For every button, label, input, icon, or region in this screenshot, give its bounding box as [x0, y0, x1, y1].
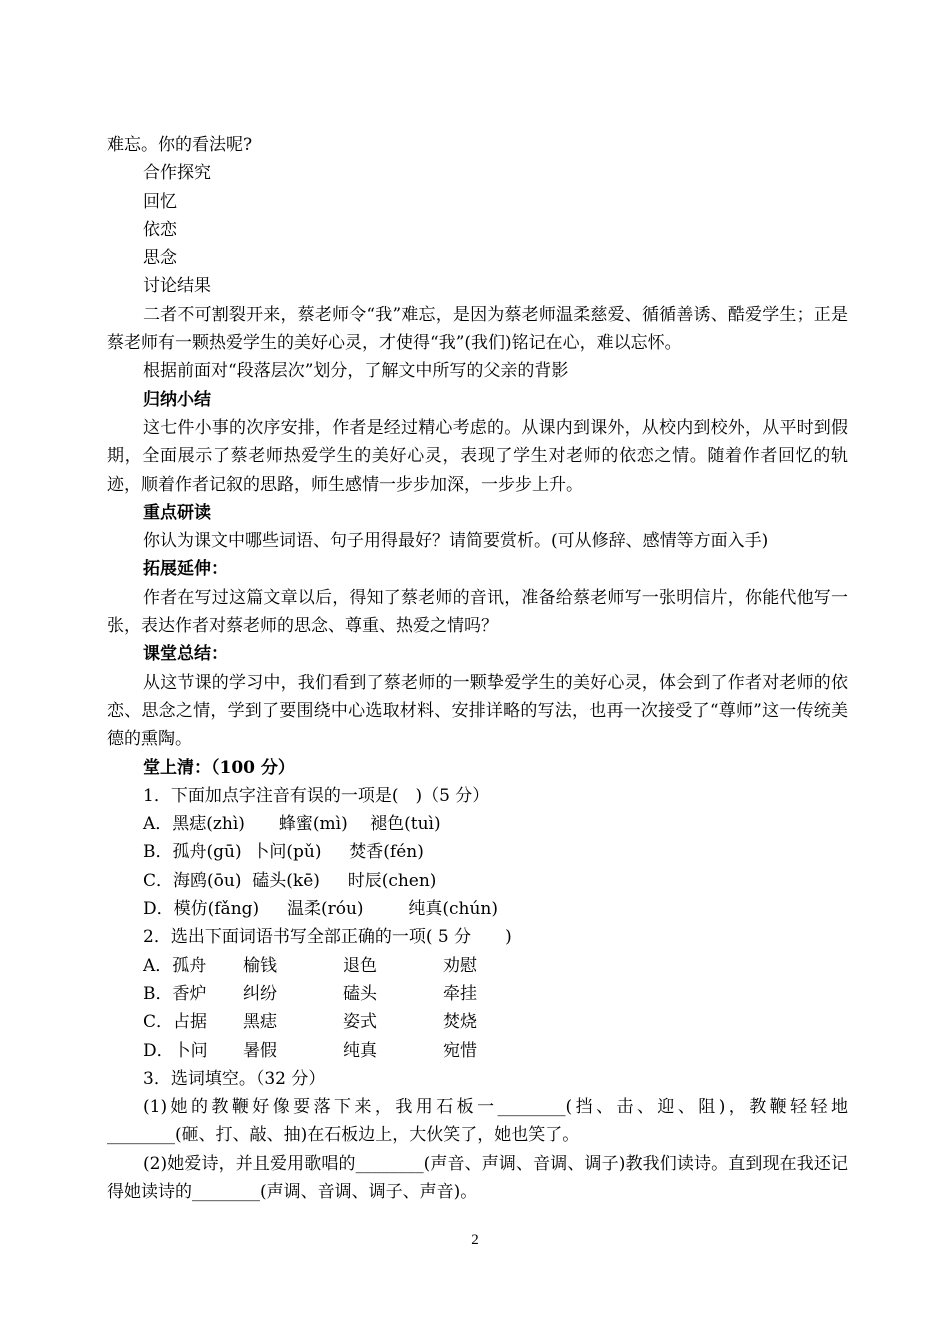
- option-word: 暑假: [243, 1040, 277, 1061]
- option-word: 姿式: [343, 1012, 377, 1033]
- text-line: 合作探究: [143, 163, 211, 184]
- option-word: 劝慰: [443, 955, 477, 976]
- option-word: 退色: [343, 955, 377, 976]
- section-heading: 拓展延伸：: [143, 559, 228, 580]
- paragraph: 这七件小事的次序安排，作者是经过精心考虑的。从课内到课外，从校内到校外，从平时到假期，全面展示了蔡老师热爱学生的美好心灵，表现了学生对老师的依恋之情。随着作者回忆的轨迹，顺着作者记叙的思路，师生感情一步步加深，一步步上升。: [107, 417, 848, 495]
- option-word: 黑痣: [243, 1012, 277, 1033]
- page-content: [107, 131, 848, 1206]
- question: 2．选出下面词语书写全部正确的一项( 5 分 ): [143, 927, 512, 948]
- text-line: 回忆: [143, 191, 177, 212]
- option-word: 焚烧: [443, 1012, 477, 1033]
- option-row: [107, 1037, 848, 1065]
- exercise-heading: [107, 754, 848, 782]
- page-number: 2: [471, 1232, 479, 1248]
- section-heading: 归纳小结: [143, 389, 211, 410]
- text-line: 难忘。你的看法呢?: [107, 135, 253, 155]
- fill-in-question: (1)她的教鞭好像要落下来，我用石板一________(挡、击、迎、阻)，教鞭轻轻地________(砸、打、敲、抽)在石板边上，大伙笑了，她也笑了。: [107, 1097, 848, 1146]
- paragraph: 作者在写过这篇文章以后，得知了蔡老师的音讯，准备给蔡老师写一张明信片，你能代他写一张，表达作者对蔡老师的思念、尊重、热爱之情吗？: [107, 587, 848, 637]
- option-row: [107, 980, 848, 1008]
- paragraph: 二者不可割裂开来，蔡老师令“我”难忘，是因为蔡老师温柔慈爱、循循善诱、酷爱学生；正是蔡老师有一颗热爱学生的美好心灵，才使得“我”(我们)铭记在心，难以忘怀。: [107, 304, 848, 354]
- exercise-heading-text: 堂上清：（100 分）: [143, 757, 295, 778]
- option-line: D．模仿(fǎng) 温柔(róu) 纯真(chún): [143, 899, 498, 920]
- section-heading: 课堂总结：: [143, 644, 228, 665]
- option-row: [107, 1008, 848, 1036]
- option-word: 纯真: [343, 1040, 377, 1061]
- option-line: A．黑痣(zhì) 蜂蜜(mì) 褪色(tuì): [143, 814, 441, 835]
- option-word: 磕头: [343, 983, 377, 1004]
- question: 1．下面加点字注音有误的一项是( )（5 分）: [143, 785, 490, 806]
- paragraph: 从这节课的学习中，我们看到了蔡老师的一颗挚爱学生的美好心灵，体会到了作者对老师的依恋、思念之情，学到了要围绕中心选取材料、安排详略的写法，也再一次接受了“尊师”这一传统美德的熏陶。: [107, 672, 848, 750]
- text-line: 讨论结果: [143, 276, 211, 297]
- question: 3．选词填空。（32 分）: [143, 1068, 326, 1089]
- option-word: D．卜问: [143, 1040, 208, 1061]
- text-line: 你认为课文中哪些词语、句子用得最好？请简要赏析。(可从修辞、感情等方面入手): [143, 531, 769, 552]
- fill-in-question: (2)她爱诗，并且爱用歌唱的________(声音、声调、音调、调子)教我们读诗。直到现在我还记得她读诗的________(声调、音调、调子、声音)。: [107, 1153, 848, 1202]
- text-line: 依恋: [143, 219, 177, 240]
- text-line: 根据前面对“段落层次”划分，了解文中所写的父亲的背影: [143, 361, 569, 382]
- option-word: C．占据: [143, 1012, 208, 1033]
- option-word: A．孤舟: [143, 955, 207, 976]
- option-word: 榆钱: [243, 955, 277, 976]
- option-word: B．香炉: [143, 983, 207, 1004]
- option-row: [107, 952, 848, 980]
- option-word: 宛惜: [443, 1040, 477, 1061]
- option-line: C．海鸥(ōu) 磕头(kē) 时辰(chen): [143, 870, 437, 891]
- option-word: 纠纷: [243, 983, 277, 1004]
- option-word: 牵挂: [443, 983, 477, 1004]
- option-line: B．孤舟(gū) 卜问(pǔ) 焚香(fén): [143, 842, 424, 863]
- section-heading: 重点研读: [143, 502, 211, 523]
- text-line: 思念: [143, 248, 177, 269]
